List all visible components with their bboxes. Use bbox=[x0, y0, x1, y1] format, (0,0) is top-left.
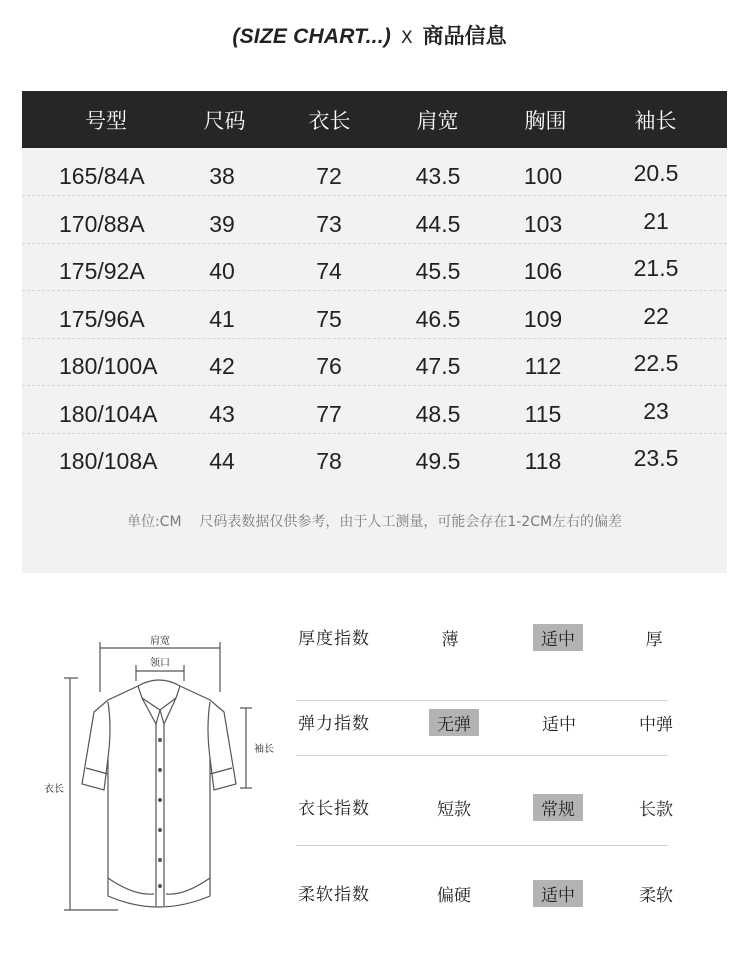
option-medium-selected: 适中 bbox=[518, 880, 598, 907]
option-thick: 厚 bbox=[645, 630, 663, 650]
cell-length: 77 bbox=[316, 401, 342, 427]
measurement-note: 单位:CM 尺码表数据仅供参考，由于人工测量，可能会存在1-2CM左右的偏差 bbox=[126, 514, 623, 530]
table-header bbox=[22, 91, 727, 148]
cell-size: 43 bbox=[209, 401, 235, 427]
index-label: 弹力指数 bbox=[298, 714, 370, 734]
cell-chest: 115 bbox=[524, 401, 562, 427]
option-regular-selected: 常规 bbox=[518, 794, 598, 821]
cell-length: 72 bbox=[316, 163, 342, 189]
index-label: 厚度指数 bbox=[298, 629, 370, 649]
column-header-model: 号型 bbox=[85, 109, 127, 133]
cell-chest: 109 bbox=[523, 306, 563, 332]
table-row bbox=[22, 433, 727, 480]
option-no-stretch-selected: 无弹 bbox=[414, 709, 494, 736]
cell-shoulder: 45.5 bbox=[415, 258, 461, 284]
label-sleeve: 袖长 bbox=[254, 744, 274, 755]
cell-size: 41 bbox=[209, 306, 235, 332]
option-stiff: 偏硬 bbox=[437, 886, 471, 906]
cell-length: 75 bbox=[316, 306, 342, 332]
column-header-sleeve: 袖长 bbox=[634, 109, 677, 133]
option-soft: 柔软 bbox=[639, 886, 673, 906]
row-divider bbox=[296, 845, 668, 846]
cell-sleeve: 21.5 bbox=[633, 255, 679, 281]
option-medium-selected: 适中 bbox=[518, 624, 598, 651]
table-row bbox=[22, 386, 727, 434]
cell-length: 78 bbox=[316, 448, 342, 474]
softness-index-row bbox=[296, 872, 673, 912]
cell-length: 76 bbox=[316, 353, 342, 379]
column-header-chest: 胸围 bbox=[524, 109, 567, 133]
row-divider bbox=[296, 755, 668, 756]
elasticity-index-row bbox=[296, 701, 673, 756]
cell-model: 175/96A bbox=[59, 306, 145, 332]
cell-chest: 118 bbox=[524, 448, 562, 474]
cell-model: 165/84A bbox=[59, 163, 145, 189]
cell-chest: 106 bbox=[523, 258, 563, 284]
title-chinese: 商品信息 bbox=[422, 24, 507, 48]
table-row bbox=[22, 148, 727, 196]
cell-shoulder: 43.5 bbox=[415, 163, 461, 189]
label-collar: 领口 bbox=[150, 658, 170, 669]
cell-shoulder: 46.5 bbox=[415, 306, 461, 332]
cell-model: 180/104A bbox=[59, 401, 158, 427]
size-chart-table bbox=[22, 91, 727, 573]
column-header-shoulder: 肩宽 bbox=[416, 109, 459, 133]
index-label: 柔软指数 bbox=[298, 885, 370, 905]
thickness-index-row bbox=[296, 616, 668, 701]
table-row bbox=[22, 338, 727, 386]
table-row bbox=[22, 291, 727, 339]
option-thin: 薄 bbox=[441, 630, 459, 650]
page-title bbox=[0, 20, 739, 50]
cell-shoulder: 44.5 bbox=[415, 211, 461, 237]
cell-length: 73 bbox=[316, 211, 342, 237]
label-length: 衣长 bbox=[44, 784, 64, 795]
option-mid-stretch: 中弹 bbox=[639, 715, 673, 735]
table-row bbox=[22, 243, 727, 291]
cell-size: 39 bbox=[209, 211, 235, 237]
shirt-diagram bbox=[38, 628, 278, 918]
label-shoulder: 肩宽 bbox=[150, 636, 170, 647]
cell-model: 180/108A bbox=[59, 448, 158, 474]
cell-sleeve: 23.5 bbox=[633, 445, 679, 471]
cell-sleeve: 22 bbox=[643, 303, 669, 329]
cell-model: 170/88A bbox=[59, 211, 145, 237]
cell-length: 74 bbox=[316, 258, 342, 284]
column-header-size: 尺码 bbox=[203, 109, 246, 133]
cell-chest: 112 bbox=[524, 353, 562, 379]
cell-chest: 103 bbox=[523, 211, 563, 237]
title-english: (SIZE CHART...) bbox=[232, 25, 391, 48]
title-separator: X bbox=[400, 28, 413, 48]
option-medium: 适中 bbox=[542, 715, 576, 735]
column-header-length: 衣长 bbox=[308, 109, 351, 133]
cell-size: 44 bbox=[209, 448, 235, 474]
index-label: 衣长指数 bbox=[298, 799, 370, 819]
cell-sleeve: 20.5 bbox=[633, 160, 679, 186]
cell-sleeve: 23 bbox=[643, 398, 669, 424]
cell-size: 38 bbox=[209, 163, 235, 189]
option-short: 短款 bbox=[437, 800, 471, 820]
cell-shoulder: 47.5 bbox=[415, 353, 461, 379]
cell-sleeve: 21 bbox=[643, 208, 669, 234]
length-index-row bbox=[296, 786, 673, 846]
cell-model: 175/92A bbox=[59, 258, 145, 284]
cell-sleeve: 22.5 bbox=[633, 350, 679, 376]
option-long: 长款 bbox=[639, 800, 673, 820]
cell-shoulder: 49.5 bbox=[415, 448, 461, 474]
cell-chest: 100 bbox=[523, 163, 563, 189]
cell-model: 180/100A bbox=[59, 353, 158, 379]
cell-size: 40 bbox=[209, 258, 235, 284]
table-row bbox=[22, 196, 727, 244]
cell-size: 42 bbox=[209, 353, 235, 379]
cell-shoulder: 48.5 bbox=[415, 401, 461, 427]
